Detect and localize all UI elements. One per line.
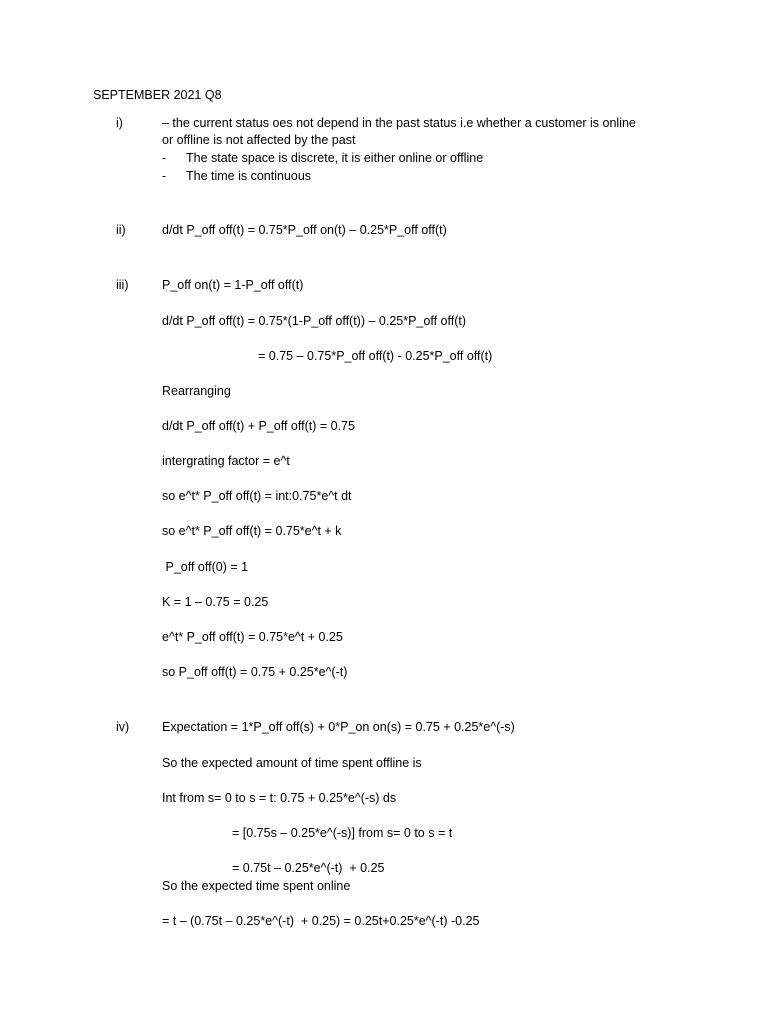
q3-line: e^t* P_off off(t) = 0.75*e^t + 0.25: [162, 630, 343, 644]
page-heading: SEPTEMBER 2021 Q8: [93, 88, 222, 102]
q2-label: ii): [116, 223, 126, 237]
q3-line: so e^t* P_off off(t) = int:0.75*e^t dt: [162, 489, 352, 503]
q4-line: Int from s= 0 to s = t: 0.75 + 0.25*e^(-s) ds: [162, 791, 397, 805]
q3-line: P_off off(0) = 1: [162, 560, 249, 574]
q3-label: iii): [116, 278, 129, 292]
q4-label: iv): [116, 720, 130, 734]
q3-line: d/dt P_off off(t) + P_off off(t) = 0.75: [162, 419, 355, 433]
q1-line-2: or offline is not affected by the past: [162, 133, 356, 147]
q3-line: Rearranging: [162, 384, 231, 398]
q3-line: = 0.75 – 0.75*P_off off(t) - 0.25*P_off off(t): [258, 349, 493, 363]
q2-equation: d/dt P_off off(t) = 0.75*P_off on(t) – 0.25*P_off off(t): [162, 223, 447, 237]
q1-bullet-text: The state space is discrete, it is either online or offline: [186, 151, 484, 165]
q4-line: So the expected amount of time spent offline is: [162, 756, 422, 770]
q3-line: P_off on(t) = 1-P_off off(t): [162, 278, 304, 292]
q1-bullet-marker: -: [162, 151, 167, 165]
q3-line: so P_off off(t) = 0.75 + 0.25*e^(-t): [162, 665, 348, 679]
q1-line-1: – the current status oes not depend in the past status i.e whether a customer is online: [162, 116, 636, 130]
q4-line: = t – (0.75t – 0.25*e^(-t) + 0.25) = 0.25t+0.25*e^(-t) -0.25: [162, 914, 480, 928]
q4-line: = 0.75t – 0.25*e^(-t) + 0.25: [232, 861, 385, 875]
q3-line: intergrating factor = e^t: [162, 454, 290, 468]
q1-bullet-text: The time is continuous: [186, 169, 312, 183]
q4-line: So the expected time spent online: [162, 879, 351, 893]
q4-line: Expectation = 1*P_off off(s) + 0*P_on on(s) = 0.75 + 0.25*e^(-s): [162, 720, 515, 734]
q1-label: i): [116, 116, 123, 130]
q3-line: d/dt P_off off(t) = 0.75*(1-P_off off(t)) – 0.25*P_off off(t): [162, 314, 467, 328]
q4-line: = [0.75s – 0.25*e^(-s)] from s= 0 to s = t: [232, 826, 453, 840]
q3-line: so e^t* P_off off(t) = 0.75*e^t + k: [162, 524, 342, 538]
q1-bullet-marker: -: [162, 169, 167, 183]
q3-line: K = 1 – 0.75 = 0.25: [162, 595, 269, 609]
